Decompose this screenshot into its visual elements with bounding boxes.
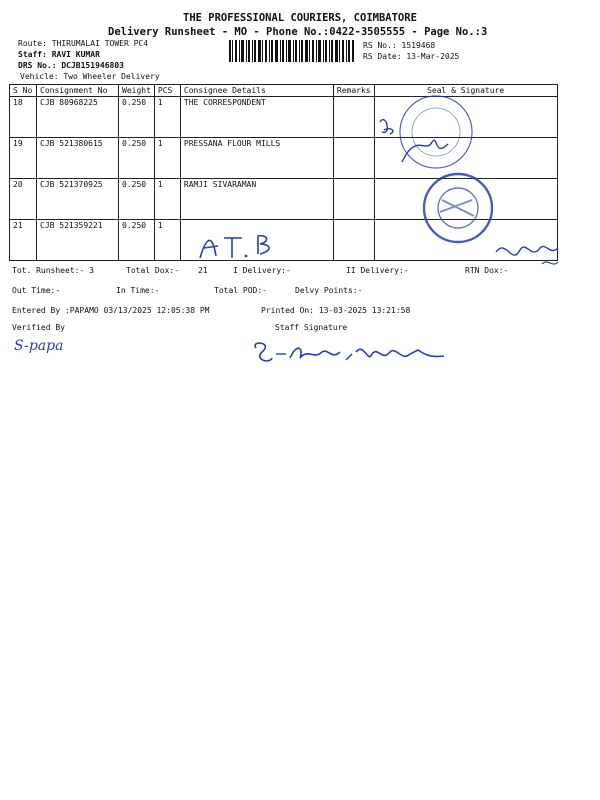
cell-weight: 0.250 [119, 179, 155, 220]
cell-consignee: RAMJI SIVARAMAN [180, 179, 333, 220]
cell-pcs: 1 [154, 220, 180, 261]
cell-weight: 0.250 [119, 138, 155, 179]
cell-pcs: 1 [154, 97, 180, 138]
cell-weight: 0.250 [119, 220, 155, 261]
col-consignment: Consignment No [37, 85, 119, 97]
cell-pcs: 1 [154, 138, 180, 179]
cell-weight: 0.250 [119, 97, 155, 138]
cell-remarks [333, 220, 374, 261]
staff: Staff: RAVI KUMAR [18, 50, 100, 59]
ii-delivery: II Delivery:- [346, 266, 409, 275]
col-consignee: Consignee Details [180, 85, 333, 97]
runsheet-subtitle: Delivery Runsheet - MO - Phone No.:0422-3505555 - Page No.:3 [108, 26, 488, 38]
verified-by-label: Verified By [12, 323, 65, 332]
handwritten-initials [196, 228, 282, 262]
col-remarks: Remarks [333, 85, 374, 97]
col-sno: S No [10, 85, 37, 97]
rs-number: RS No.: 1519468 [363, 41, 436, 50]
cell-sno: 19 [10, 138, 37, 179]
cell-sno: 18 [10, 97, 37, 138]
cell-remarks [333, 97, 374, 138]
total-pod: Total POD:- [214, 286, 267, 295]
cell-consignee: PRESSANA FLOUR MILLS [180, 138, 333, 179]
cell-consignment: CJB 521380615 [37, 138, 119, 179]
cell-consignee: THE CORRESPONDENT [180, 97, 333, 138]
seal-stamp-1 [372, 92, 494, 182]
cell-consignment: CJB 521359221 [37, 220, 119, 261]
rs-date: RS Date: 13-Mar-2025 [363, 52, 460, 61]
in-time: In Time:- [116, 286, 160, 295]
cell-remarks [333, 138, 374, 179]
total-dox-value: 21 [198, 266, 208, 275]
cell-sno: 20 [10, 179, 37, 220]
col-seal-signature: Seal & Signature [374, 85, 557, 97]
barcode [229, 40, 354, 62]
drs-number: DRS No.: DCJB151946803 [18, 61, 124, 70]
cell-pcs: 1 [154, 179, 180, 220]
printed-on: Printed On: 13-03-2025 13:21:58 [261, 306, 411, 315]
vehicle: Vehicle: Two Wheeler Delivery [20, 72, 160, 81]
cell-consignment: CJB 521370925 [37, 179, 119, 220]
cell-sno: 21 [10, 220, 37, 261]
col-weight: Weight [119, 85, 155, 97]
staff-signature-label: Staff Signature [275, 323, 348, 332]
col-pcs: PCS [154, 85, 180, 97]
out-time: Out Time:- [12, 286, 61, 295]
cell-remarks [333, 179, 374, 220]
rtn-dox: RTN Dox:- [465, 266, 509, 275]
total-dox-label: Total Dox:- [126, 266, 179, 275]
total-runsheet: Tot. Runsheet:- 3 [12, 266, 94, 275]
company-name: THE PROFESSIONAL COURIERS, COIMBATORE [183, 12, 417, 24]
i-delivery: I Delivery:- [233, 266, 291, 275]
verified-by-handwriting: S-papa [14, 338, 64, 354]
staff-handwritten-signature [252, 338, 448, 368]
route: Route: THIRUMALAI TOWER PC4 [18, 39, 149, 48]
cell-consignment: CJB 80968225 [37, 97, 119, 138]
delvy-points: Delvy Points:- [295, 286, 363, 295]
entered-by: Entered By :PAPAMO 03/13/2025 12:05:38 PM [12, 306, 210, 315]
